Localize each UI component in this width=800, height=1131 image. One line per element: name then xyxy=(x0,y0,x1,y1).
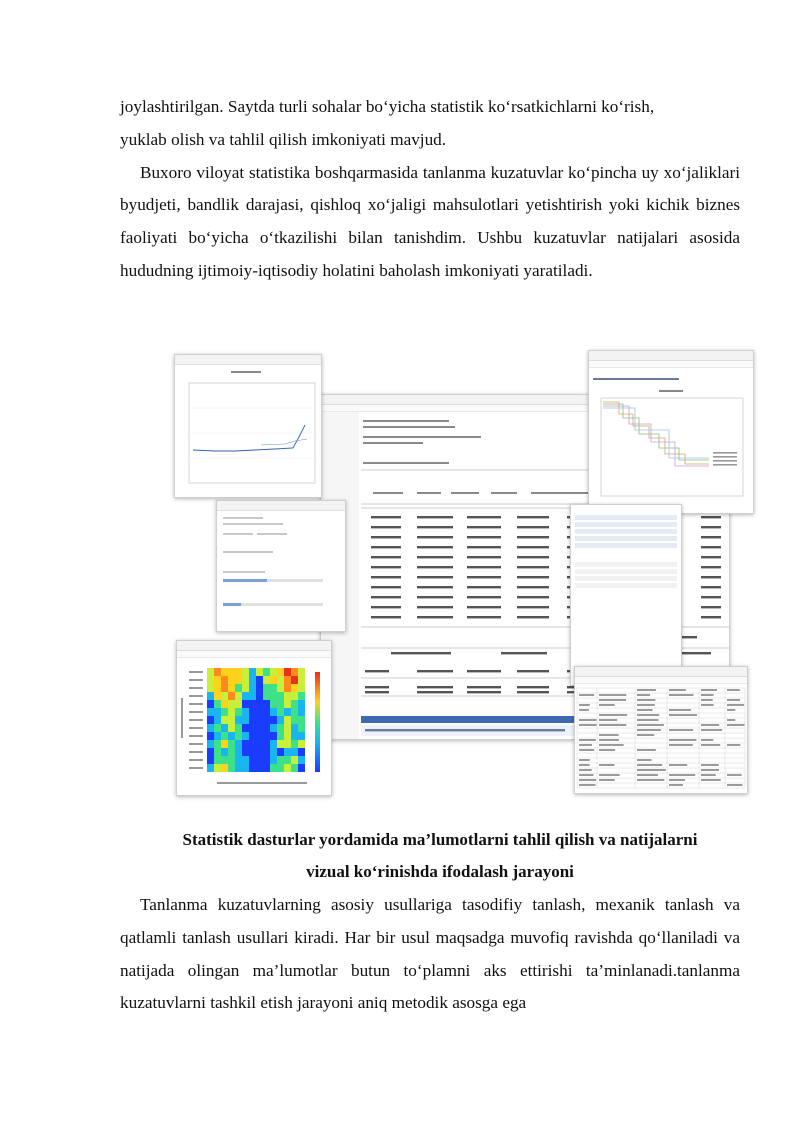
variables-panel xyxy=(570,504,682,686)
heatmap-cell xyxy=(221,676,228,684)
heatmap-cell xyxy=(207,756,214,764)
heatmap-cell xyxy=(207,692,214,700)
heatmap-cell xyxy=(277,724,284,732)
heatmap-cell xyxy=(235,692,242,700)
heatmap-cell xyxy=(298,676,305,684)
step-plot-window xyxy=(588,350,754,514)
heatmap-cell xyxy=(270,748,277,756)
heatmap-cell xyxy=(235,716,242,724)
heatmap-cell xyxy=(221,732,228,740)
heatmap-cell xyxy=(242,676,249,684)
heatmap-cell xyxy=(291,748,298,756)
heatmap-cell xyxy=(242,668,249,676)
heatmap-cell xyxy=(270,668,277,676)
heatmap-cell xyxy=(249,748,256,756)
heatmap-cell xyxy=(291,764,298,772)
software-collage-figure xyxy=(170,348,756,800)
heatmap-cell xyxy=(207,716,214,724)
heatmap-cell xyxy=(228,756,235,764)
figure-caption xyxy=(120,824,760,888)
paragraph-1 xyxy=(120,91,740,157)
heatmap-cell xyxy=(221,668,228,676)
heatmap-cell xyxy=(249,724,256,732)
heatmap-cell xyxy=(207,668,214,676)
heatmap-cell xyxy=(228,676,235,684)
heatmap-cell xyxy=(284,676,291,684)
heatmap-cell xyxy=(284,708,291,716)
heatmap-cell xyxy=(249,732,256,740)
heatmap-cell xyxy=(249,756,256,764)
heatmap-cell xyxy=(256,740,263,748)
heatmap-cell xyxy=(249,684,256,692)
heatmap-cell xyxy=(221,700,228,708)
caption-line-1: Statistik dasturlar yordamida ma’lumotlarni tahlil qilish va natijalarni xyxy=(182,830,698,849)
heatmap-cell xyxy=(249,716,256,724)
heatmap-cell xyxy=(221,716,228,724)
heatmap-cell xyxy=(277,708,284,716)
heatmap-cell xyxy=(298,756,305,764)
heatmap-cell xyxy=(214,716,221,724)
p2-line-2: xo‘jaliklari byudjeti, bandlik darajasi, qishloq xo‘jaligi mahsulotlari yetishtirish xyxy=(120,162,740,215)
heatmap-cell xyxy=(221,740,228,748)
heatmap-cell xyxy=(284,748,291,756)
heatmap-cell xyxy=(235,708,242,716)
heatmap-cell xyxy=(228,716,235,724)
heatmap-cell xyxy=(270,700,277,708)
heatmap-cell xyxy=(249,692,256,700)
heatmap-cell xyxy=(263,700,270,708)
p2-line-1: Buxoro viloyat statistika boshqarmasida tanlanma kuzatuvlar ko‘pincha uy xyxy=(140,162,659,182)
heatmap-cell xyxy=(235,764,242,772)
heatmap-cell xyxy=(277,740,284,748)
heatmap-cell xyxy=(242,756,249,764)
heatmap-cell xyxy=(298,716,305,724)
heatmap-cell xyxy=(207,676,214,684)
heatmap-cell xyxy=(291,740,298,748)
heatmap-cell xyxy=(284,684,291,692)
heatmap-cell xyxy=(256,732,263,740)
p3-line-3: qo‘llaniladi va natijada olingan ma’lumotlar butun to‘plamni aks ettirishi xyxy=(120,927,740,980)
p1-line-1: joylashtirilgan. Saytda turli sohalar bo‘yicha statistik ko‘rsatkichlarni ko‘rish, xyxy=(120,97,655,116)
body-text-bottom xyxy=(120,889,740,1020)
heatmap-cell xyxy=(235,732,242,740)
heatmap-cell xyxy=(242,764,249,772)
heatmap-cell xyxy=(228,684,235,692)
heatmap-cell xyxy=(277,684,284,692)
p2-line-4: kuzatuvlar natijalari asosida hududning ijtimoiy-iqtisodiy holatini baholash xyxy=(120,228,740,280)
heatmap-cell xyxy=(228,732,235,740)
heatmap-cell xyxy=(277,700,284,708)
heatmap-cell xyxy=(235,740,242,748)
heatmap-cell xyxy=(284,764,291,772)
heatmap-window xyxy=(176,640,332,796)
heatmap-cell xyxy=(256,748,263,756)
heatmap-cell xyxy=(235,724,242,732)
heatmap-cell xyxy=(270,740,277,748)
heatmap-cell xyxy=(235,668,242,676)
caption-line-2: vizual ko‘rinishda ifodalash jarayoni xyxy=(306,862,574,881)
heatmap-cell xyxy=(256,724,263,732)
heatmap-cell xyxy=(284,740,291,748)
data-grid xyxy=(575,684,747,794)
heatmap-cell xyxy=(298,764,305,772)
heatmap-cell xyxy=(291,724,298,732)
heatmap-cell xyxy=(228,700,235,708)
heatmap-cell xyxy=(221,708,228,716)
heatmap-cell xyxy=(263,748,270,756)
heatmap-cell xyxy=(263,764,270,772)
heatmap-cell xyxy=(242,708,249,716)
heatmap-cell xyxy=(228,764,235,772)
heatmap-cell xyxy=(214,676,221,684)
options-dialog xyxy=(216,500,346,632)
heatmap-cell xyxy=(256,716,263,724)
heatmap-cell xyxy=(284,716,291,724)
heatmap-cell xyxy=(284,732,291,740)
heatmap-cell xyxy=(256,668,263,676)
heatmap-cell xyxy=(221,748,228,756)
heatmap-cell xyxy=(291,700,298,708)
heatmap-cell xyxy=(263,756,270,764)
heatmap-cell xyxy=(242,724,249,732)
heatmap-cell xyxy=(256,756,263,764)
heatmap-cell xyxy=(270,692,277,700)
heatmap-cell xyxy=(256,708,263,716)
heatmap-cell xyxy=(270,676,277,684)
heatmap-cell xyxy=(235,700,242,708)
heatmap-cell xyxy=(298,724,305,732)
heatmap-cell xyxy=(270,684,277,692)
heatmap-cell xyxy=(256,700,263,708)
heatmap-cell xyxy=(214,740,221,748)
heatmap-cell xyxy=(298,740,305,748)
heatmap-cell xyxy=(249,668,256,676)
heatmap-cell xyxy=(249,708,256,716)
heatmap-cell xyxy=(263,724,270,732)
heatmap-cell xyxy=(228,692,235,700)
heatmap-cell xyxy=(228,748,235,756)
heatmap-cell xyxy=(221,764,228,772)
paragraph-2 xyxy=(120,157,740,288)
heatmap-cell xyxy=(284,668,291,676)
heatmap-cell xyxy=(298,748,305,756)
heatmap-cell xyxy=(291,684,298,692)
heatmap-cell xyxy=(214,748,221,756)
paragraph-3 xyxy=(120,889,740,1020)
heatmap-cell xyxy=(221,724,228,732)
heatmap-cell xyxy=(228,708,235,716)
line-plot-window xyxy=(174,354,322,498)
heatmap-cell xyxy=(214,668,221,676)
heatmap-cell xyxy=(277,764,284,772)
heatmap-cell xyxy=(270,732,277,740)
heatmap-cell xyxy=(214,732,221,740)
heatmap-cell xyxy=(291,732,298,740)
heatmap-cell xyxy=(291,668,298,676)
heatmap-cell xyxy=(207,708,214,716)
heatmap-cell xyxy=(214,724,221,732)
heatmap-cell xyxy=(284,700,291,708)
heatmap-cell xyxy=(221,692,228,700)
heatmap-cell xyxy=(249,740,256,748)
heatmap-cell xyxy=(263,676,270,684)
heatmap-cell xyxy=(277,732,284,740)
p3-line-2: va qatlamli tanlash usullari kiradi. Har bir usul maqsadga muvofiq ravishda xyxy=(120,895,740,947)
heatmap-cell xyxy=(277,692,284,700)
heatmap-cell xyxy=(242,716,249,724)
step-plot xyxy=(589,368,753,514)
heatmap-cell xyxy=(291,756,298,764)
heatmap-cell xyxy=(277,748,284,756)
heatmap-cell xyxy=(214,684,221,692)
heatmap-cell xyxy=(242,684,249,692)
heatmap-cell xyxy=(214,708,221,716)
heatmap-cell xyxy=(214,756,221,764)
heatmap-cell xyxy=(249,700,256,708)
heatmap-cell xyxy=(291,716,298,724)
heatmap-cell xyxy=(298,668,305,676)
heatmap-cell xyxy=(263,732,270,740)
heatmap-cell xyxy=(298,684,305,692)
heatmap-cell xyxy=(221,756,228,764)
intro-text xyxy=(120,91,740,288)
heatmap-cell xyxy=(207,684,214,692)
heatmap-plot xyxy=(177,658,331,796)
heatmap-cell xyxy=(263,716,270,724)
p3-line-1: Tanlanma kuzatuvlarning asosiy usullariga tasodifiy tanlash, mexanik tanlash xyxy=(140,895,714,914)
heatmap-cell xyxy=(298,732,305,740)
heatmap-cell xyxy=(291,676,298,684)
heatmap-cell xyxy=(263,740,270,748)
heatmap-cell xyxy=(228,668,235,676)
heatmap-cell xyxy=(249,764,256,772)
heatmap-cell xyxy=(284,756,291,764)
heatmap-cell xyxy=(291,708,298,716)
heatmap-cell xyxy=(235,748,242,756)
heatmap-cell xyxy=(214,692,221,700)
heatmap-cell xyxy=(214,764,221,772)
heatmap-cell xyxy=(207,740,214,748)
heatmap-cell xyxy=(228,724,235,732)
heatmap-cell xyxy=(263,668,270,676)
heatmap-cell xyxy=(242,700,249,708)
heatmap-cell xyxy=(207,700,214,708)
heatmap-cell xyxy=(270,716,277,724)
heatmap-cell xyxy=(298,692,305,700)
heatmap-cell xyxy=(284,692,291,700)
heatmap-cell xyxy=(291,692,298,700)
heatmap-cell xyxy=(270,708,277,716)
heatmap-cell xyxy=(242,732,249,740)
heatmap-cell xyxy=(207,724,214,732)
heatmap-cell xyxy=(207,764,214,772)
heatmap-cell xyxy=(256,764,263,772)
line-plot xyxy=(175,365,321,495)
heatmap-cell xyxy=(298,700,305,708)
heatmap-cell xyxy=(235,684,242,692)
heatmap-cell xyxy=(263,692,270,700)
p1-line-2: yuklab olish va tahlil qilish imkoniyati mavjud. xyxy=(120,129,447,149)
p2-line-5: imkoniyati yaratiladi. xyxy=(444,260,593,280)
heatmap-cell xyxy=(270,764,277,772)
heatmap-cell xyxy=(235,676,242,684)
heatmap-cell xyxy=(263,708,270,716)
heatmap-cell xyxy=(242,748,249,756)
heatmap-cell xyxy=(298,708,305,716)
data-editor-window xyxy=(574,666,748,794)
heatmap-cell xyxy=(249,676,256,684)
heatmap-cell xyxy=(228,740,235,748)
heatmap-cell xyxy=(277,716,284,724)
heatmap-cell xyxy=(270,724,277,732)
heatmap-cell xyxy=(270,756,277,764)
p2-line-3: yoki kichik biznes faoliyati bo‘yicha o‘tkazilishi bilan tanishdim. Ushbu xyxy=(120,195,741,248)
heatmap-cell xyxy=(207,732,214,740)
heatmap-cell xyxy=(256,676,263,684)
heatmap-cell xyxy=(277,676,284,684)
heatmap-cell xyxy=(207,748,214,756)
heatmap-cell xyxy=(221,684,228,692)
heatmap-cell xyxy=(277,668,284,676)
heatmap-cell xyxy=(235,756,242,764)
p3-line-4: ta’minlanadi.tanlanma kuzatuvlarni tashkil etish jarayoni aniq metodik asosga ega xyxy=(120,960,741,1013)
heatmap-cell xyxy=(242,740,249,748)
heatmap-cell xyxy=(284,724,291,732)
heatmap-cell xyxy=(256,692,263,700)
heatmap-cell xyxy=(214,700,221,708)
heatmap-cell xyxy=(263,684,270,692)
heatmap-cell xyxy=(256,684,263,692)
heatmap-cell xyxy=(242,692,249,700)
heatmap-cell xyxy=(277,756,284,764)
